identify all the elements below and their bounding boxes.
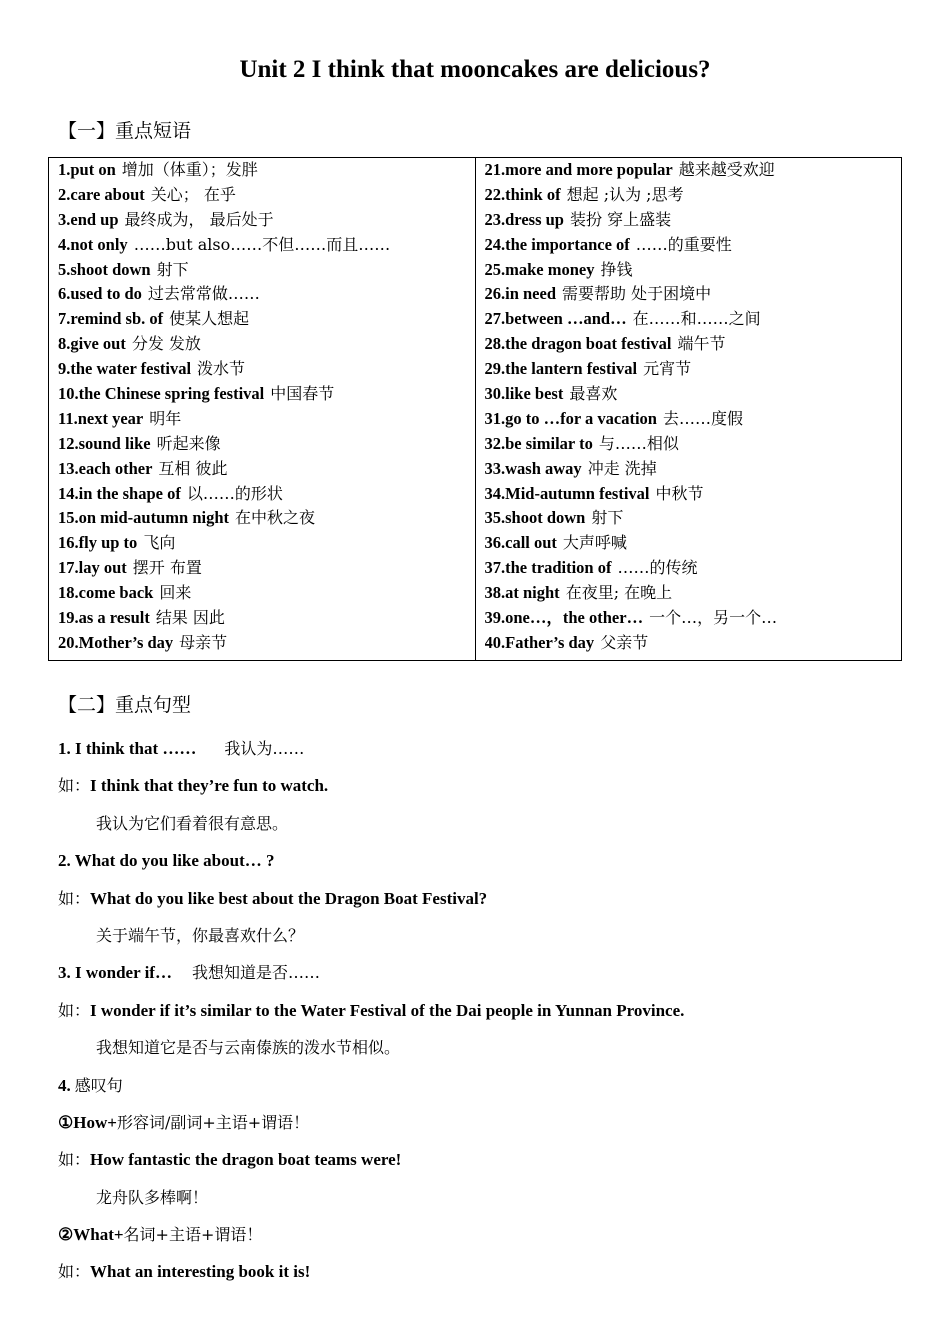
pattern-2-text: 2. What do you like about… ?: [58, 851, 275, 871]
phrase-english: 40.Father’s day: [484, 632, 595, 652]
phrase-chinese: 装扮 穿上盛装: [569, 209, 672, 229]
phrase-item: [485, 531, 896, 556]
phrase-english: 20.Mother’s day: [58, 632, 174, 652]
phrase-english: 38.at night: [484, 583, 560, 603]
phrase-item: [58, 233, 469, 258]
phrase-chinese: ……的传统: [617, 558, 698, 578]
phrase-item: [58, 258, 469, 283]
phrase-chinese: 分发 发放: [131, 334, 201, 354]
phrase-english: 23.dress up: [484, 209, 564, 229]
phrase-item: [58, 183, 469, 208]
example-prefix: 如：: [58, 1262, 91, 1282]
phrase-item: [485, 183, 896, 208]
pattern-2-heading: [58, 846, 918, 883]
phrases-right-column: [475, 158, 902, 661]
phrase-english: 19.as a result: [58, 608, 150, 628]
phrase-chinese: 冲走 洗掉: [587, 458, 657, 478]
pattern-4-number: 4.: [58, 1075, 71, 1095]
phrase-chinese: 在中秋之夜: [235, 508, 316, 528]
phrase-english: 8.give out: [58, 334, 126, 354]
phrase-item: [58, 432, 469, 457]
phrase-english: 9.the water festival: [58, 359, 192, 379]
phrase-item: [485, 382, 896, 407]
pattern-1-meaning: 我认为……: [224, 739, 305, 758]
pattern-2-example: [58, 884, 918, 921]
phrase-chinese: 在夜里; 在晚上: [565, 583, 673, 603]
pattern-3-text: 3. I wonder if…: [58, 963, 172, 983]
phrase-item: [485, 506, 896, 531]
phrase-item: [485, 357, 896, 382]
phrase-item: [58, 457, 469, 482]
phrase-english: 22.think of: [484, 184, 561, 204]
example-prefix: 如：: [58, 1000, 91, 1020]
section-heading-sentences: 【二】重点句型: [58, 694, 192, 716]
section-heading-phrases: 【一】重点短语: [58, 120, 192, 142]
phrase-chinese: 最终成为， 最后处于: [124, 209, 274, 229]
phrase-chinese: ……的重要性: [635, 234, 732, 254]
phrase-english: 10.the Chinese spring festival: [58, 384, 265, 404]
phrase-chinese: 父亲节: [600, 632, 649, 652]
phrase-chinese: 射下: [156, 259, 189, 279]
phrase-item: [485, 282, 896, 307]
phrase-chinese: 关心； 在乎: [150, 184, 236, 204]
phrase-english: 31.go to …for a vacation: [484, 408, 657, 428]
phrase-chinese: 想起 ;认为 ;思考: [566, 184, 684, 204]
phrase-chinese: 在……和……之间: [632, 309, 761, 329]
phrase-english: 30.like best: [484, 384, 564, 404]
phrase-item: [58, 556, 469, 581]
phrase-item: [485, 258, 896, 283]
phrase-english: 36.call out: [484, 533, 557, 553]
phrase-chinese: 挣钱: [600, 259, 633, 279]
phrase-item: [58, 307, 469, 332]
pattern-3-translation: 我想知道它是否与云南傣族的泼水节相似。: [96, 1038, 401, 1058]
phrase-english: 32.be similar to: [484, 433, 593, 453]
exclamation-how-example: [58, 1145, 918, 1182]
phrase-english: 33.wash away: [484, 458, 582, 478]
phrase-item: [485, 307, 896, 332]
phrase-chinese: 使某人想起: [169, 309, 250, 329]
phrase-english: 4.not only: [58, 234, 128, 254]
pattern-3-heading: [58, 958, 918, 995]
phrase-item: [58, 332, 469, 357]
pattern-1-translation: 我认为它们看着很有意思。: [96, 813, 289, 833]
phrase-item: [58, 606, 469, 631]
phrase-english: 1.put on: [58, 160, 116, 179]
phrase-chinese: 飞向: [143, 533, 176, 553]
phrase-item: [58, 382, 469, 407]
pattern-2-translation: 关于端午节，你最喜欢什么？: [96, 925, 305, 945]
phrase-english: 12.sound like: [58, 433, 151, 453]
pattern-1-heading: [58, 734, 918, 771]
phrase-english: 5.shoot down: [58, 259, 151, 279]
phrase-chinese: 中国春节: [270, 384, 335, 404]
phrase-english: 26.in need: [484, 284, 557, 304]
phrase-english: 18.come back: [58, 583, 154, 603]
phrase-english: 24.the importance of: [484, 234, 630, 254]
pattern-1-text: 1. I think that ……: [58, 739, 197, 758]
phrases-table: [48, 157, 902, 661]
phrase-chinese: 大声呼喊: [562, 533, 627, 553]
phrase-english: 25.make money: [484, 259, 595, 279]
phrase-chinese: 增加（体重）；发胖: [121, 160, 258, 179]
phrase-chinese: 结果 因此: [155, 608, 225, 628]
phrase-chinese: 去……度假: [662, 408, 743, 428]
phrase-item: [58, 282, 469, 307]
phrase-chinese: 明年: [149, 408, 182, 428]
rule-keyword: ①How+: [58, 1112, 117, 1132]
phrase-english: 21.more and more popular: [484, 160, 673, 179]
example-prefix: 如：: [58, 776, 91, 796]
exclamation-what-example: [58, 1257, 918, 1294]
phrase-english: 17.lay out: [58, 558, 127, 578]
phrase-chinese: ……but also……不但……而且……: [133, 234, 391, 254]
exclamation-how-translation: 龙舟队多棒啊！: [96, 1187, 209, 1207]
phrase-chinese: 越来越受欢迎: [678, 160, 775, 179]
example-sentence: I wonder if it’s similar to the Water Festival of the Dai people in Yunnan Province.: [90, 1000, 685, 1020]
example-sentence: I think that they’re fun to watch.: [90, 776, 329, 796]
phrase-chinese: 互相 彼此: [158, 458, 228, 478]
phrase-chinese: 端午节: [677, 334, 726, 354]
phrase-chinese: 中秋节: [655, 483, 704, 503]
phrase-item: [58, 631, 469, 656]
phrase-item: [485, 233, 896, 258]
phrase-english: 2.care about: [58, 184, 145, 204]
phrase-chinese: 听起来像: [156, 433, 221, 453]
phrase-chinese: 射下: [591, 508, 624, 528]
exclamation-how-rule: [58, 1108, 918, 1145]
phrase-item: [485, 631, 896, 656]
phrase-item: [58, 581, 469, 606]
phrase-chinese: 一个…，另一个…: [649, 608, 778, 628]
phrase-item: [58, 531, 469, 556]
phrase-item: [485, 332, 896, 357]
pattern-4-heading: [58, 1071, 918, 1108]
phrase-english: 14.in the shape of: [58, 483, 181, 503]
phrase-item: [485, 556, 896, 581]
phrase-english: 34.Mid-autumn festival: [484, 483, 650, 503]
phrase-english: 15.on mid-autumn night: [58, 508, 230, 528]
phrase-english: 37.the tradition of: [484, 558, 612, 578]
phrase-item: [58, 482, 469, 507]
phrase-item: [485, 581, 896, 606]
phrase-item: [485, 158, 896, 183]
phrase-item: [58, 158, 469, 183]
example-sentence: What an interesting book it is!: [90, 1262, 311, 1282]
pattern-4-title: 感叹句: [74, 1075, 123, 1095]
phrase-english: 13.each other: [58, 458, 153, 478]
rule-keyword: ②What+: [58, 1225, 124, 1245]
phrase-chinese: 与……相似: [598, 433, 679, 453]
rule-structure: 形容词/副词+主语+谓语！: [116, 1112, 310, 1132]
phrase-item: [485, 606, 896, 631]
example-sentence: How fantastic the dragon boat teams were!: [90, 1150, 402, 1170]
phrase-chinese: 以……的形状: [186, 483, 283, 503]
phrase-item: [485, 432, 896, 457]
phrase-chinese: 元宵节: [643, 359, 692, 379]
phrase-chinese: 过去常常做……: [147, 284, 260, 304]
phrase-chinese: 母亲节: [179, 632, 228, 652]
phrase-english: 3.end up: [58, 209, 119, 229]
phrase-english: 6.used to do: [58, 284, 142, 304]
phrase-item: [485, 208, 896, 233]
phrase-chinese: 需要帮助 处于困境中: [562, 284, 712, 304]
page-title: Unit 2 I think that mooncakes are delicious?: [239, 56, 711, 83]
phrase-english: 16.fly up to: [58, 533, 138, 553]
pattern-1-example: [58, 771, 918, 808]
pattern-3-example: [58, 996, 918, 1033]
rule-structure: 名词+主语+谓语！: [123, 1225, 263, 1245]
phrase-chinese: 泼水节: [197, 359, 246, 379]
pattern-3-meaning: 我想知道是否……: [191, 963, 320, 983]
phrase-english: 27.between …and…: [484, 309, 627, 329]
example-prefix: 如：: [58, 1150, 91, 1170]
phrase-item: [58, 506, 469, 531]
phrase-item: [485, 457, 896, 482]
phrase-english: 39.one…，the other…: [484, 608, 644, 628]
phrase-english: 35.shoot down: [484, 508, 586, 528]
phrase-english: 29.the lantern festival: [484, 359, 638, 379]
phrase-chinese: 最喜欢: [569, 384, 618, 404]
example-sentence: What do you like best about the Dragon Boat Festival?: [90, 888, 488, 908]
phrase-chinese: 摆开 布置: [132, 558, 202, 578]
phrase-english: 11.next year: [58, 408, 144, 428]
phrase-item: [485, 482, 896, 507]
exclamation-what-rule: [58, 1220, 918, 1257]
phrase-english: 28.the dragon boat festival: [484, 334, 672, 354]
phrase-english: 7.remind sb. of: [58, 309, 164, 329]
example-prefix: 如：: [58, 888, 91, 908]
phrase-item: [485, 407, 896, 432]
phrase-item: [58, 208, 469, 233]
phrase-chinese: 回来: [159, 583, 192, 603]
sentence-patterns: [58, 734, 918, 1295]
phrases-left-column: [49, 158, 476, 661]
phrase-item: [58, 407, 469, 432]
phrase-item: [58, 357, 469, 382]
